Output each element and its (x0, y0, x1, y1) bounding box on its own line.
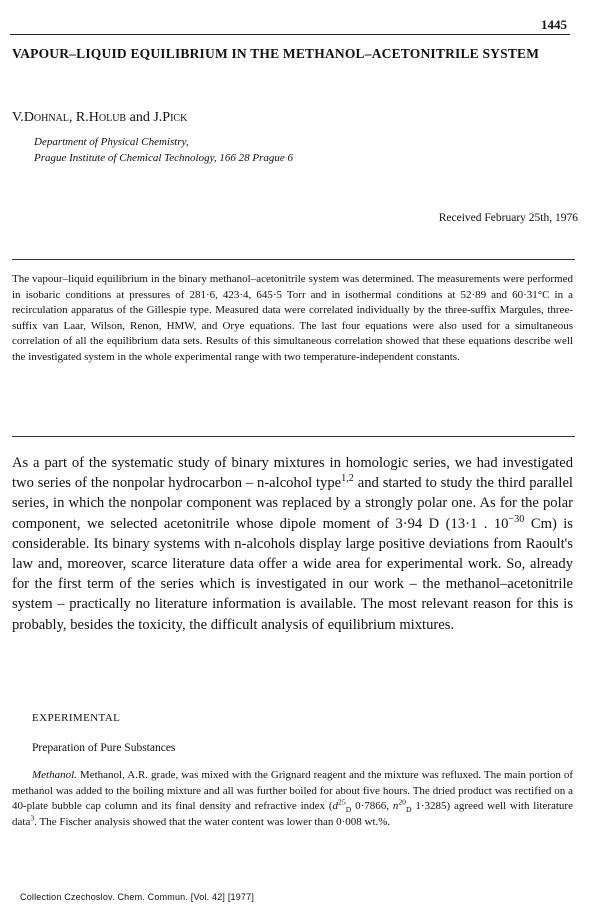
affiliation-department: Department of Physical Chemistry, (34, 136, 189, 148)
refractive-symbol: n (392, 800, 399, 813)
abstract: The vapour–liquid equilibrium in the binary methanol–acetonitrile system was determined. The measurements were performed in isobaric conditions at pressures of 281·6, 423·4, 645·5 Torr and in isothermal conditions at 52·89 and 60·31°C in a recirculation apparatus of the Gillespie type. Measured data were correlated individually by the three-suffix Margules, three-suffix van Laar, Wilson, Renon, HMW, and Orye equations. The last four equations were also used for a simultaneous correlation of all the equilibrium data sets. Results of this simultaneous correlation showed that these equations describe well the investigated system in the whole experimental range with two temperature-independent constants. (12, 273, 573, 363)
density-temp: 25 (338, 797, 346, 807)
subsection-heading: Preparation of Pure Substances (32, 742, 176, 754)
author-separator-and: and (126, 110, 154, 125)
reference-3: 3 (30, 813, 35, 823)
abstract-bottom-rule (12, 436, 575, 437)
author-list (12, 110, 187, 126)
journal-footer: Collection Czechoslov. Chem. Commun. [Vol. 42] [1977] (20, 892, 255, 902)
methanol-paragraph (12, 768, 573, 830)
author-3-name: Pick (162, 110, 188, 125)
intro-text-2: and started to study the third parallel series, in which the nonpolar component was replaced by a strongly polar one. As for the polar component, we selected acetonitrile whose dipole moment of 3·94 D (13·1 . 10 (12, 475, 573, 532)
section-heading-experimental: EXPERIMENTAL (32, 712, 121, 724)
introduction-paragraph (12, 453, 573, 635)
methanol-text-1: Methanol, A.R. grade, was mixed with the Grignard reagent and the mixture was refluxed. The main portion of methanol was added to the boiling mixture and all was further boiled for about five hours. The dried product was rectified on a 40-plate bubble cap column and its final density and refractive index ( (12, 769, 573, 813)
methanol-text-3: . The Fischer analysis showed that the water content was lower than 0·008 wt.%. (34, 815, 391, 828)
received-date: Received February 25th, 1976 (438, 212, 578, 224)
intro-text-3: Cm) is considerable. Its binary systems with n-alcohols display large positive deviations from Raoult's law and, moreover, scarce literature data offer a wide area for experimental work. So, already for the first term of the series which is investigated in our work – the methanol–acetonitrile system – practically no literature information is available. The most relevant reason for this is probably, besides the toxicity, the difficult analysis of equilibrium mixtures. (12, 515, 573, 633)
author-separator: , (68, 110, 76, 125)
author-2-name: Holub (88, 110, 127, 125)
reference-1-2: 1,2 (341, 473, 354, 485)
author-3-initial: J. (153, 110, 163, 125)
density-sub: D (345, 805, 352, 815)
abstract-top-rule (12, 259, 575, 260)
refractive-temp: 20 (398, 797, 407, 807)
intro-text-1: As a part of the systematic study of binary mixtures in homologic series, we had investigated two series of the nonpolar hydrocarbon – n-alcohol type (12, 455, 573, 492)
author-1-name: Dohnal (23, 110, 69, 125)
affiliation-institute: Prague Institute of Chemical Technology, 166 28 Prague 6 (34, 152, 293, 164)
page-number: 1445 (541, 17, 567, 32)
density-value: 0·7866, (351, 800, 393, 813)
author-2-initial: R. (75, 110, 89, 125)
density-symbol: d (332, 800, 339, 813)
affiliation (34, 134, 574, 166)
exponent: −30 (508, 513, 525, 525)
header-rule (10, 34, 570, 35)
methanol-text-2: 1·3285) agreed well with literature data (12, 800, 573, 828)
author-1-initial: V. (12, 110, 24, 125)
paragraph-lead: Methanol. (32, 769, 77, 781)
refractive-sub: D (406, 805, 412, 815)
article-title: VAPOUR–LIQUID EQUILIBRIUM IN THE METHANOL–ACETONITRILE SYSTEM (12, 46, 540, 61)
